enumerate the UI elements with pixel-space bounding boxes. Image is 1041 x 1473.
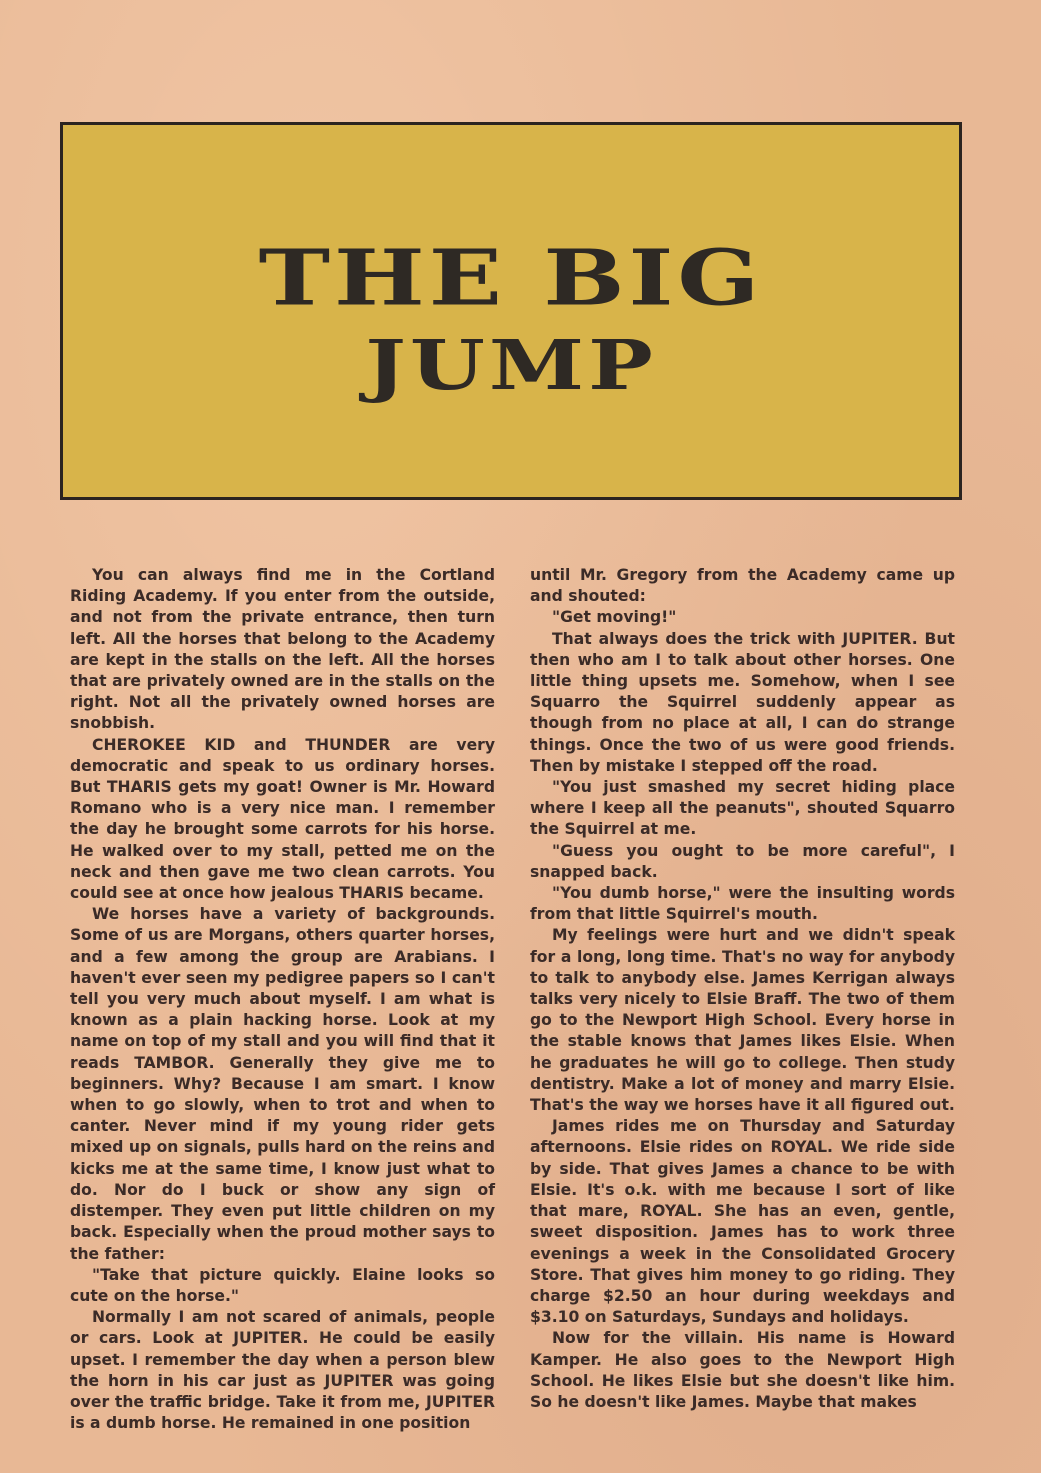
paragraph: "Get moving!" [552,608,677,627]
paragraph: You can always find me in the Cortland Riding Academy. If you enter from the outside, and not from the private entrance, then turn left. All the horses that belong to the Academy are kept in the stalls on the left. All the horses that are privately owned are in the stalls on the right. Not all the privately owned horses are snobbish. [70,566,495,733]
paragraph: "You just smashed my secret hiding place where I keep all the peanuts", shouted Squarro the Squirrel at me. [530,778,955,839]
left-text-column [70,565,495,1434]
paragraph: CHEROKEE KID and THUNDER are very democratic and speak to us ordinary horses. But THARIS gets my goat! Owner is Mr. Howard Romano who is a very nice man. I remember the day he brought some carrots for his horse. He walked over to my stall, petted me on the neck and then gave me two clean carrots. You could see at once how jealous THARIS became. [70,735,495,903]
paragraph: Normally I am not scared of animals, people or cars. Look at JUPITER. He could be easily upset. I remember the day when a person blew the horn in his car just as JUPITER was going over the traffic bridge. Take it from me, JUPITER is a dumb horse. He remained in one position [70,1308,495,1433]
paragraph: My feelings were hurt and we didn't speak for a long, long time. That's no way for anybody to talk to anybody else. James Kerrigan always talks very nicely to Elsie Braff. The two of them go to the Newport High School. Every horse in the stable knows that James likes Elsie. When he graduates he will go to college. Then study dentistry. Make a lot of money and marry Elsie. That's the way we horses have it all figured out. [530,926,955,1115]
paragraph-continued: until Mr. Gregory from the Academy came up and shouted: [530,566,955,606]
paragraph: "Take that picture quickly. Elaine looks so cute on the horse." [70,1265,495,1305]
paragraph: James rides me on Thursday and Saturday afternoons. Elsie rides on ROYAL. We ride side by side. That gives James a chance to be with Elsie. It's o.k. with me because I sort of like that mare, ROYAL. She has an even, gentle, sweet disposition. James has to work three evenings a week in the Consolidated Grocery Store. That gives him money to go riding. They charge $2.50 an hour during weekdays and $3.10 on Saturdays, Sundays and holidays. [530,1117,955,1327]
story-title-line-1: THE BIG [258,232,764,323]
paragraph: "You dumb horse," were the insulting words from that little Squirrel's mouth. [530,884,955,924]
right-text-column [530,565,955,1413]
paragraph: That always does the trick with JUPITER. But then who am I to talk about other horses. One little thing upsets me. Somehow, when I see Squarro the Squirrel suddenly appear as though from no place at all, I can do strange things. Once the two of us were good friends. Then by mistake I stepped off the road. [530,629,955,775]
paragraph: We horses have a variety of backgrounds. Some of us are Morgans, others quarter horses, and a few among the group are Arabians. I haven't ever seen my pedigree papers so I can't tell you very much about myself. I am what is known as a plain hacking horse. Look at my name on top of my stall and you will find that it reads TAMBOR. Generally they give me to beginners. Why? Because I am smart. I know when to go slowly, when to trot and when to canter. Never mind if my young rider gets mixed up on signals, pulls hard on the reins and kicks me at the same time, I know just what to do. Nor do I buck or show any sign of distemper. They even put little children on my back. Especially when the proud mother says to the father: [70,905,495,1263]
paragraph: "Guess you ought to be more careful", I snapped back. [530,841,955,881]
title-panel [60,122,962,500]
paragraph: Now for the villain. His name is Howard Kamper. He also goes to the Newport High School. He likes Elsie but she doesn't like him. So he doesn't like James. Maybe that makes [530,1329,955,1411]
story-title-line-2: JUMP [365,325,657,406]
